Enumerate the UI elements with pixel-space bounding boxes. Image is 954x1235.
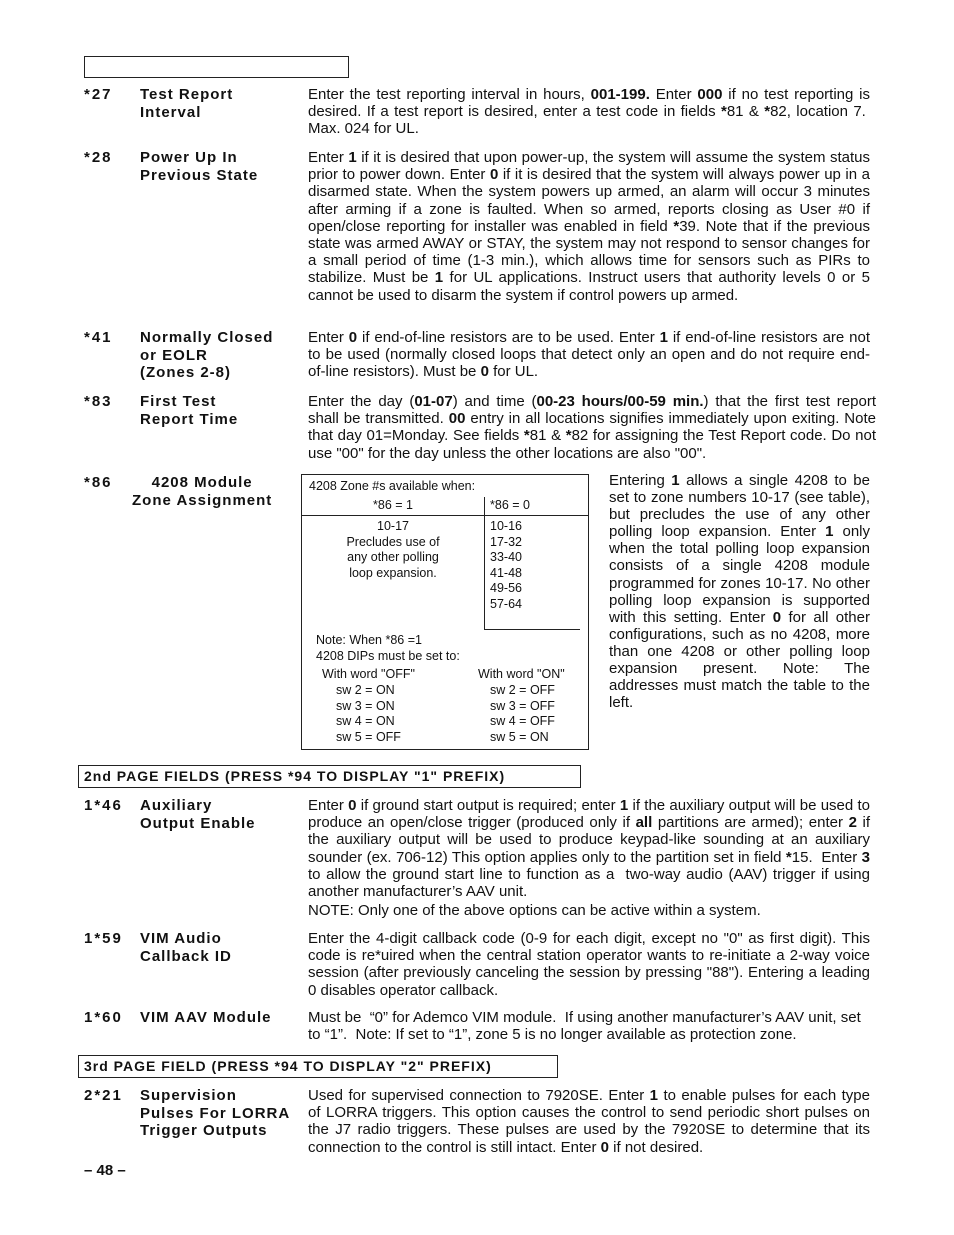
page2-section-header: 2nd PAGE FIELDS (PRESS *94 TO DISPLAY "1" PREFIX)	[78, 765, 581, 788]
table-col1-body: 10-17 Precludes use of any other polling loop expansion.	[346, 519, 440, 580]
field-number: 1*46	[84, 797, 123, 814]
table-col2-header: *86 = 0	[490, 498, 530, 512]
field-number: *83	[84, 393, 113, 410]
field-description: Used for supervised connection to 7920SE. Enter 1 to enable pulses for each type of LORRA triggers. This option causes the control to send periodic short pulses on the J7 radio triggers. These pulses are used by the 7920SE to determine that its connection to the control is still intact. Enter 0 if not desired.	[308, 1087, 870, 1156]
field-description: Must be “0” for Ademco VIM module. If using another manufacturer’s AAV unit, set to “1”. Note: If set to “1”, zone 5 is no longer available as protection zone.	[308, 1009, 861, 1044]
field-description: Enter the day (01-07) and time (00-23 hours/00-59 min.) that the first test report shall be transmitted. 00 entry in all locations signifies immediately upon exiting. Note that day 01=Monday. See fields *81 & *82 for assigning the Test Report code. Do not use "00" for the day unless the other locations are also "00".	[308, 393, 876, 462]
table-rule	[302, 515, 588, 516]
table-title: 4208 Zone #s available when:	[309, 479, 476, 493]
zone-assignment-table	[301, 474, 589, 750]
dip-off-header: With word "OFF"	[322, 667, 415, 681]
field-number: *86	[84, 474, 113, 491]
field-number: *27	[84, 86, 113, 103]
field-description: Enter the test reporting interval in hours, 001-199. Enter 000 if no test reporting is desired. If a test report is desired, enter a test code in fields *81 & *82, location 7. Max. 024 for UL.	[308, 86, 871, 138]
field-description: Enter 1 if it is desired that upon power-up, the system will assume the system status prior to power down. Enter 0 if it is desired that the system will always power up in a disarmed state. When the system powers up armed, an alarm will occur 3 minutes after arming if a zone is faulted. When so armed, reports closing as User #0 if open/close reporting for installer was enabled in field *39. Note that if the previous state was armed AWAY or STAY, the system may not respond to sensor changes for a small period of time (1-3 min.), which allows time for sensors such as PIRs to stabilize. Must be 1 for UL applications. Instruct users that authority levels 0 or 5 cannot be used to disarm the system if control powers up armed.	[308, 149, 870, 304]
field-name: First Test Report Time	[140, 393, 239, 428]
table-note: Note: When *86 =1 4208 DIPs must be set to:	[316, 633, 460, 663]
field-name: Power Up In Previous State	[140, 149, 259, 184]
header-box	[84, 56, 349, 78]
field-number: 1*60	[84, 1009, 123, 1026]
field-number: *41	[84, 329, 113, 346]
field-name: 4208 Module Zone Assignment	[132, 474, 273, 509]
field-name: Auxiliary Output Enable	[140, 797, 256, 832]
field-number: 1*59	[84, 930, 123, 947]
table-rule	[485, 629, 580, 630]
field-name: VIM Audio Callback ID	[140, 930, 232, 965]
field-name: Normally Closed or EOLR (Zones 2-8)	[140, 329, 274, 381]
dip-off-body: sw 2 = ON sw 3 = ON sw 4 = ON sw 5 = OFF	[336, 683, 401, 744]
zone-assignment-description: Entering 1 allows a single 4208 to be set to zone numbers 10-17 (see table), but precludes the use of any other polling loop expansion. Enter 1 only when the total polling loop expansion consists of a single 4208 module programmed for zones 10-17. No other polling loop expansion is supported with this setting. Enter 0 for all other configurations, such as no 4208, more than one 4208 or other polling loop expansion present. Note: The addresses must match the table to the left.	[609, 472, 871, 712]
dip-on-body: sw 2 = OFF sw 3 = OFF sw 4 = OFF sw 5 = ON	[490, 683, 555, 744]
field-description: Enter the 4-digit callback code (0-9 for each digit, except no "0" as first digit). This code is re*uired when the central station operator wants to re-initiate a 2-way voice session (after previously canceling the session by pressing "88"). Entering a leading 0 disables operator callback.	[308, 930, 870, 999]
field-number: *28	[84, 149, 113, 166]
field-note: NOTE: Only one of the above options can be active within a system.	[308, 902, 761, 919]
table-divider	[484, 497, 485, 630]
dip-on-header: With word "ON"	[478, 667, 565, 681]
table-col1-header: *86 = 1	[373, 498, 413, 512]
page-number: – 48 –	[84, 1162, 126, 1179]
field-number: 2*21	[84, 1087, 123, 1104]
field-name: Supervision Pulses For LORRA Trigger Outputs	[140, 1087, 291, 1139]
field-description: Enter 0 if end-of-line resistors are to be used. Enter 1 if end-of-line resistors are not to be used (normally closed loops that detect only an open and do not require end-of-line resistors). Must be 0 for UL.	[308, 329, 870, 381]
page3-section-header: 3rd PAGE FIELD (PRESS *94 TO DISPLAY "2" PREFIX)	[78, 1055, 558, 1078]
table-col2-body: 10-16 17-32 33-40 41-48 49-56 57-64	[490, 519, 522, 611]
field-name: Test Report Interval	[140, 86, 234, 121]
field-name: VIM AAV Module	[140, 1009, 272, 1026]
field-description: Enter 0 if ground start output is required; enter 1 if the auxiliary output will be used to produce an open/close trigger (produced only if all partitions are armed); enter 2 if the auxiliary output will be used to produce keypad-like sounding at an auxiliary sounder (ex. 706-12) This option applies only to the partition set in field *15. Enter 3 to allow the ground start line to function as a two-way audio (AAV) trigger if using another manufacturer’s AAV unit.	[308, 797, 870, 901]
